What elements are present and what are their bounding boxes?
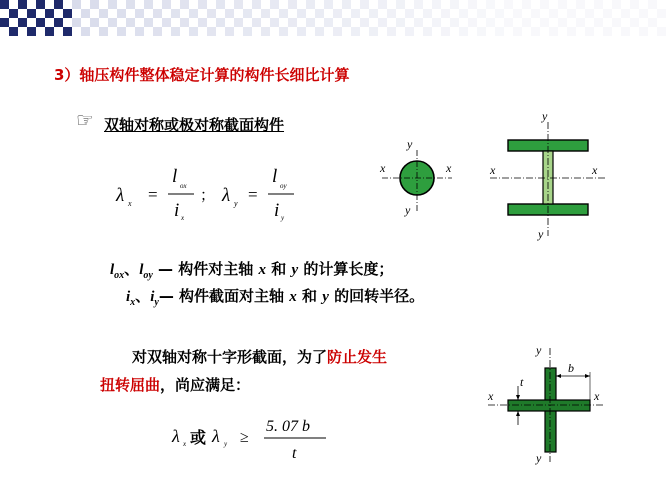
i-y-sub: y bbox=[281, 214, 285, 222]
slide-title: 3）轴压构件整体稳定计算的构件长细比计算 bbox=[54, 66, 350, 84]
formula-numerator: 5. 07 b bbox=[266, 418, 310, 435]
lambda-x-symbol: λ bbox=[172, 426, 180, 446]
lambda-y-sub: y bbox=[224, 440, 228, 448]
formula-separator: ； bbox=[200, 186, 216, 204]
l-ox-symbol: l bbox=[172, 166, 178, 187]
i-x-symbol: i bbox=[174, 200, 180, 221]
lambda-x-symbol: λ bbox=[116, 185, 125, 206]
or-text: 或 bbox=[190, 428, 207, 447]
dimension-b-arrow-right bbox=[585, 374, 590, 378]
i-x-sub: x bbox=[181, 214, 185, 222]
circular-section-figure bbox=[372, 138, 462, 218]
horizontal-plate bbox=[508, 400, 590, 411]
dimension-label-b: b bbox=[568, 361, 574, 375]
equals-sign-1: = bbox=[148, 185, 158, 204]
equals-sign-2: = bbox=[248, 185, 258, 204]
geq-sign: ≥ bbox=[240, 429, 249, 446]
i-y-symbol: i bbox=[274, 200, 280, 221]
axis-label-x-left: x bbox=[380, 161, 386, 175]
definition-radius-gyration: $i_x$、$i_y—$ 构件截面对主轴 x 和 y 的回转半径。 bbox=[126, 287, 425, 308]
h-section-figure bbox=[486, 108, 610, 242]
l-oy-sub: oy bbox=[280, 182, 287, 190]
dimension-label-t: t bbox=[520, 375, 524, 389]
axis-label-y-bottom: y bbox=[538, 227, 544, 241]
lambda-y-symbol: λ bbox=[212, 426, 220, 446]
dimension-t-arrow-bottom bbox=[516, 411, 520, 416]
header-checker-pattern bbox=[0, 0, 668, 36]
slenderness-formula bbox=[110, 158, 340, 228]
axis-label-x-left: x bbox=[490, 163, 496, 177]
pointing-hand-icon: ☞ bbox=[76, 108, 94, 132]
axis-label-x-left: x bbox=[488, 389, 494, 403]
axis-label-y-bottom: y bbox=[405, 203, 411, 217]
slide-subtitle: 双轴对称或极对称截面构件 bbox=[104, 116, 285, 134]
torsional-buckling-formula bbox=[168, 412, 338, 466]
axis-label-x-right: x bbox=[594, 389, 600, 403]
lambda-x-sub: x bbox=[183, 440, 187, 448]
lambda-x-sub: x bbox=[128, 199, 132, 208]
lambda-y-symbol: λ bbox=[222, 185, 231, 206]
axis-label-y-top: y bbox=[407, 138, 413, 151]
cruciform-section-figure bbox=[484, 342, 608, 468]
axis-label-y-top: y bbox=[542, 109, 548, 123]
l-ox-sub: ox bbox=[180, 182, 187, 190]
axis-label-x-right: x bbox=[446, 161, 452, 175]
formula-denominator: t bbox=[292, 445, 297, 462]
axis-label-x-right: x bbox=[592, 163, 598, 177]
dimension-b-arrow-left bbox=[556, 374, 561, 378]
axis-label-y-bottom: y bbox=[536, 451, 542, 465]
definition-effective-length: $l_{ox}$、$l_{oy}$ — 构件对主轴 x 和 y 的计算长度； bbox=[110, 260, 394, 281]
lambda-y-sub: y bbox=[234, 199, 238, 208]
l-oy-symbol: l bbox=[272, 166, 278, 187]
axis-label-y-top: y bbox=[536, 343, 542, 357]
cross-section-paragraph: 对双轴对称十字形截面，为了防止发生 扭转屈曲，尚应满足： bbox=[100, 348, 388, 394]
dimension-t-arrow-top bbox=[516, 395, 520, 400]
